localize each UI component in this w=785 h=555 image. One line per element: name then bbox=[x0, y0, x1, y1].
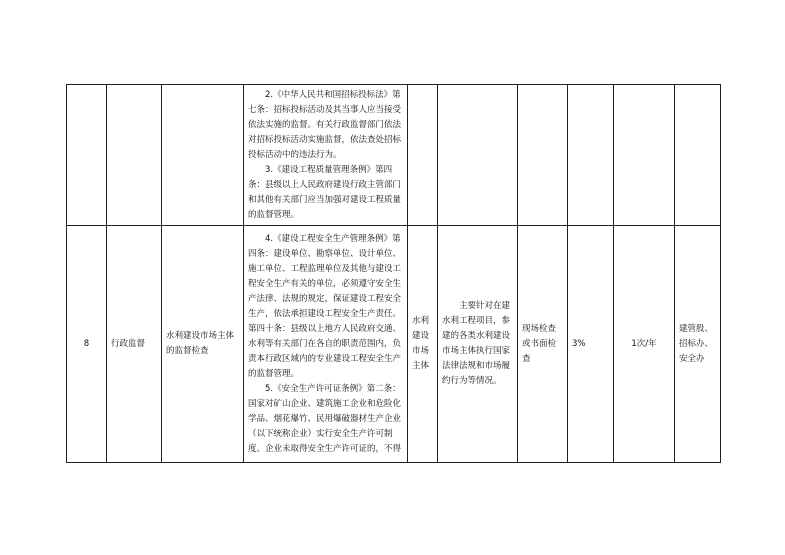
frequency-cell: 1次/年 bbox=[614, 226, 675, 463]
basis-paragraph: 4.《建设工程安全生产管理条例》第四条：建设单位、勘察单位、设计单位、施工单位、工程监理单位及其他与建设工程安全生产有关的单位，必须遵守安全生产法律、法规的规定，保证建设工程安全生产，依法承担建设工程安全生产责任。第四十条：县级以上地方人民政府交通、水利等有关部门在各自的职责范围内，负责本行政区域内的专业建设工程安全生产的监督管理。 bbox=[248, 233, 402, 379]
subject-cell bbox=[408, 85, 438, 226]
table-row bbox=[67, 85, 721, 226]
frequency-cell bbox=[614, 85, 675, 226]
basis-cell bbox=[244, 85, 408, 226]
basis-cell bbox=[244, 226, 408, 463]
inspection-table bbox=[66, 84, 721, 463]
table-row bbox=[67, 226, 721, 463]
ratio-cell bbox=[568, 85, 614, 226]
content-cell bbox=[438, 85, 518, 226]
index-cell: 8 bbox=[67, 226, 107, 463]
method-cell: 现场检查或书面检查 bbox=[518, 226, 568, 463]
basis-paragraph: 3.《建设工程质量管理条例》第四条：县级以上人民政府建设行政主管部门和其他有关部门应当加强对建设工程质量的监督管理。 bbox=[248, 164, 402, 220]
basis-paragraph: 2.《中华人民共和国招标投标法》第七条：招标投标活动及其当事人应当接受依法实施的监督。有关行政监督部门依法对招标投标活动实施监督，依法查处招标投标活动中的违法行为。 bbox=[248, 89, 402, 160]
basis-paragraph: 5.《安全生产许可证条例》第二条：国家对矿山企业、建筑施工企业和危险化学品、烟花爆竹、民用爆破器材生产企业（以下统称企业）实行安全生产许可制度。企业未取得安全生产许可证的，不得 bbox=[248, 383, 402, 454]
category-cell bbox=[107, 85, 162, 226]
content-cell bbox=[438, 226, 518, 463]
method-cell bbox=[518, 85, 568, 226]
category-cell: 行政监督 bbox=[107, 226, 162, 463]
department-cell bbox=[675, 85, 721, 226]
ratio-cell: 3% bbox=[568, 226, 614, 463]
item-cell bbox=[162, 85, 244, 226]
department-cell: 建管股、招标办、安全办 bbox=[675, 226, 721, 463]
subject-cell: 水利建设市场主体 bbox=[408, 226, 438, 463]
content-text: 主要针对在建水利工程项目，参建的各类水利建设市场主体执行国家法律法规和市场履约行为等情况。 bbox=[442, 301, 511, 386]
index-cell bbox=[67, 85, 107, 226]
item-cell: 水利建设市场主体的监督检查 bbox=[162, 226, 244, 463]
